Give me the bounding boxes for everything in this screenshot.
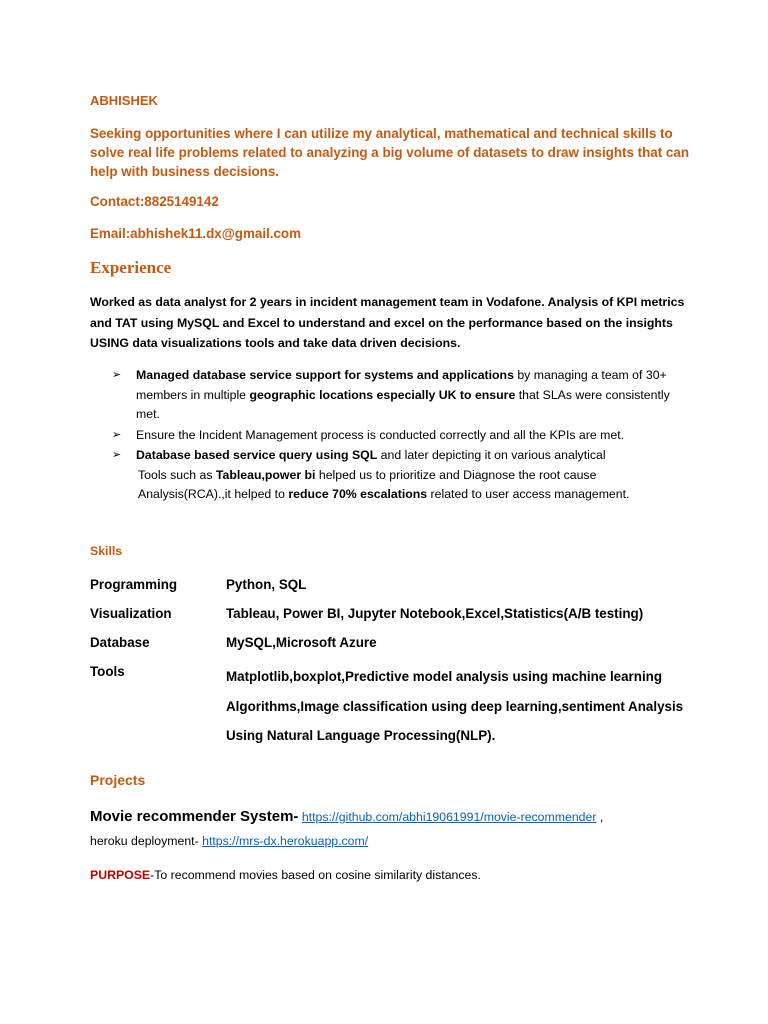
skill-category: Tools	[90, 664, 125, 679]
list-item	[112, 426, 682, 446]
bullet-text: Ensure the Incident Management process is conducted correctly and all the KPIs are met.	[136, 427, 625, 442]
skill-values: Matplotlib,boxplot,Predictive model analysis using machine learning Algorithms,Image classification using deep learning,sentiment Analysis Using Natural Language Processing(NLP).	[226, 669, 684, 744]
deployment-link[interactable]: https://mrs-dx.herokuapp.com/	[202, 834, 369, 848]
bullet-text: helped us to prioritize and Diagnose the root cause	[315, 467, 597, 482]
bullet-text: and later depicting it on various analytical	[377, 448, 606, 462]
candidate-name: ABHISHEK	[90, 93, 158, 108]
arrow-bullet-icon: ➢	[112, 449, 122, 461]
project-title-line	[90, 808, 603, 825]
bullet-text: related to user access management.	[427, 487, 630, 501]
skill-category: Database	[90, 635, 150, 650]
list-item	[112, 446, 682, 505]
github-link[interactable]: https://github.com/abhi19061991/movie-recommender	[301, 810, 597, 824]
arrow-bullet-icon: ➢	[112, 369, 122, 381]
bullet-text: by managing a team of 30+ members in multiple	[136, 368, 667, 402]
skill-category: Programming	[90, 577, 178, 592]
bullet-bold-text: Managed database service support for systems and applications	[136, 368, 514, 382]
bullet-text: that SLAs were consistently met.	[136, 387, 670, 421]
bullet-text: Analysis(RCA).,it helped to	[138, 487, 289, 501]
project-title: Movie recommender System-	[90, 808, 299, 825]
purpose-label: PURPOSE	[90, 868, 151, 882]
skill-category: Visualization	[90, 606, 172, 621]
bullet-bold-text: reduce 70% escalations	[288, 487, 428, 501]
project-deploy-line	[90, 834, 368, 848]
separator-text: ,	[596, 810, 604, 824]
experience-heading: Experience	[90, 258, 172, 277]
bullet-bold-text: Database based service query using SQL	[136, 448, 378, 462]
objective-statement: Seeking opportunities where I can utilize my analytical, mathematical and technical skills to solve real life problems related to analyzing a big volume of datasets to draw insights that can help with business decisions.	[90, 126, 690, 179]
bullet-text: Tools such as	[138, 467, 216, 482]
bullet-bold-text: geographic locations especially UK to ensure	[249, 387, 516, 402]
skill-values: Python, SQL	[226, 577, 307, 592]
skill-values: MySQL,Microsoft Azure	[226, 635, 377, 650]
skills-heading: Skills	[90, 544, 123, 558]
project-purpose	[90, 868, 481, 882]
arrow-bullet-icon: ➢	[112, 428, 122, 441]
list-item	[112, 366, 682, 425]
purpose-text: -To recommend movies based on cosine similarity distances.	[150, 868, 481, 882]
experience-summary: Worked as data analyst for 2 years in incident management team in Vodafone. Analysis of KPI metrics and TAT using MySQL and Excel to understand and excel on the performance based on the insights USING data visualizations tools and take data driven decisions.	[90, 295, 685, 350]
contact-phone: Contact:8825149142	[90, 194, 219, 209]
contact-email: Email:abhishek11.dx@gmail.com	[90, 226, 302, 241]
deploy-label: heroku deployment-	[90, 834, 203, 848]
skill-values: Tableau, Power BI, Jupyter Notebook,Excel,Statistics(A/B testing)	[226, 606, 644, 621]
bullet-bold-text: Tableau,power bi	[215, 467, 316, 482]
projects-heading: Projects	[90, 772, 146, 788]
experience-bullet-list	[112, 366, 682, 506]
